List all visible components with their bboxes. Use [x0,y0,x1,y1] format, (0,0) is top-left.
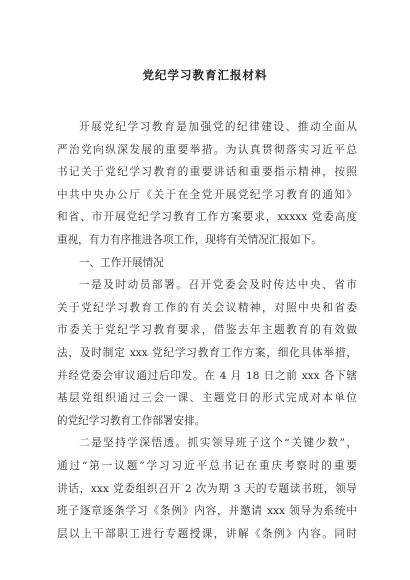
body-line: 严治党向纵深发展的重要举措。为认真贯彻落实习近平总 [57,143,357,156]
body-line: 讲话，xxx 党委组织召开 2 次为期 3 天的专题读书班，领导 [57,482,357,495]
body-line: 中共中央办公厅《关于在全党开展党纪学习教育的通知》 [57,188,357,201]
body-line: 关于党纪学习教育工作的有关会议精神，对照中央和省委 [57,301,357,314]
body-line: 市委关于党纪学习教育要求，借鉴去年主题教育的有效做 [57,324,357,337]
body-line: 班子逐章逐条学习《条例》内容，并邀请 xxx 领导为系统中 [57,505,357,518]
body-line: 开展党纪学习教育是加强党的纪律建设、推动全面从 [79,121,357,133]
body-line: 二是坚持学深悟透。抓实领导班子这个“关键少数”， [79,437,357,450]
body-line: 的党纪学习教育工作部署安排。 [57,414,206,427]
body-line: 并经党委会审议通过后印发。在 4 月 18 日之前 xxx 各下辖 [57,369,357,382]
body-line: 层以上干部职工进行专题授课，讲解《条例》内容。同时 [57,527,357,540]
document-body [57,116,357,545]
body-line: 法，及时制定 xxx 党纪学习教育工作方案，细化具体举措， [57,346,357,359]
body-line: 和省、市开展党纪学习教育工作方案要求，xxxxx 党委高度 [57,211,357,224]
document-title: 党纪学习教育汇报材料 [142,68,268,82]
body-line: 书记关于党纪学习教育的重要讲话和重要指示精神，按照 [57,166,357,179]
body-line: 通过“第一议题”学习习近平总书记在重庆考察时的重要 [57,459,357,472]
body-line: 重视，有力有序推进各项工作，现将有关情况汇报如下。 [57,233,322,246]
body-line: 基层党组织通过三会一课、主题党日的形式完成对本单位 [57,392,357,405]
body-line: 一、工作开展情况 [79,256,164,269]
body-line: 一是及时动员部署。召开党委会及时传达中央、省市 [79,279,357,292]
